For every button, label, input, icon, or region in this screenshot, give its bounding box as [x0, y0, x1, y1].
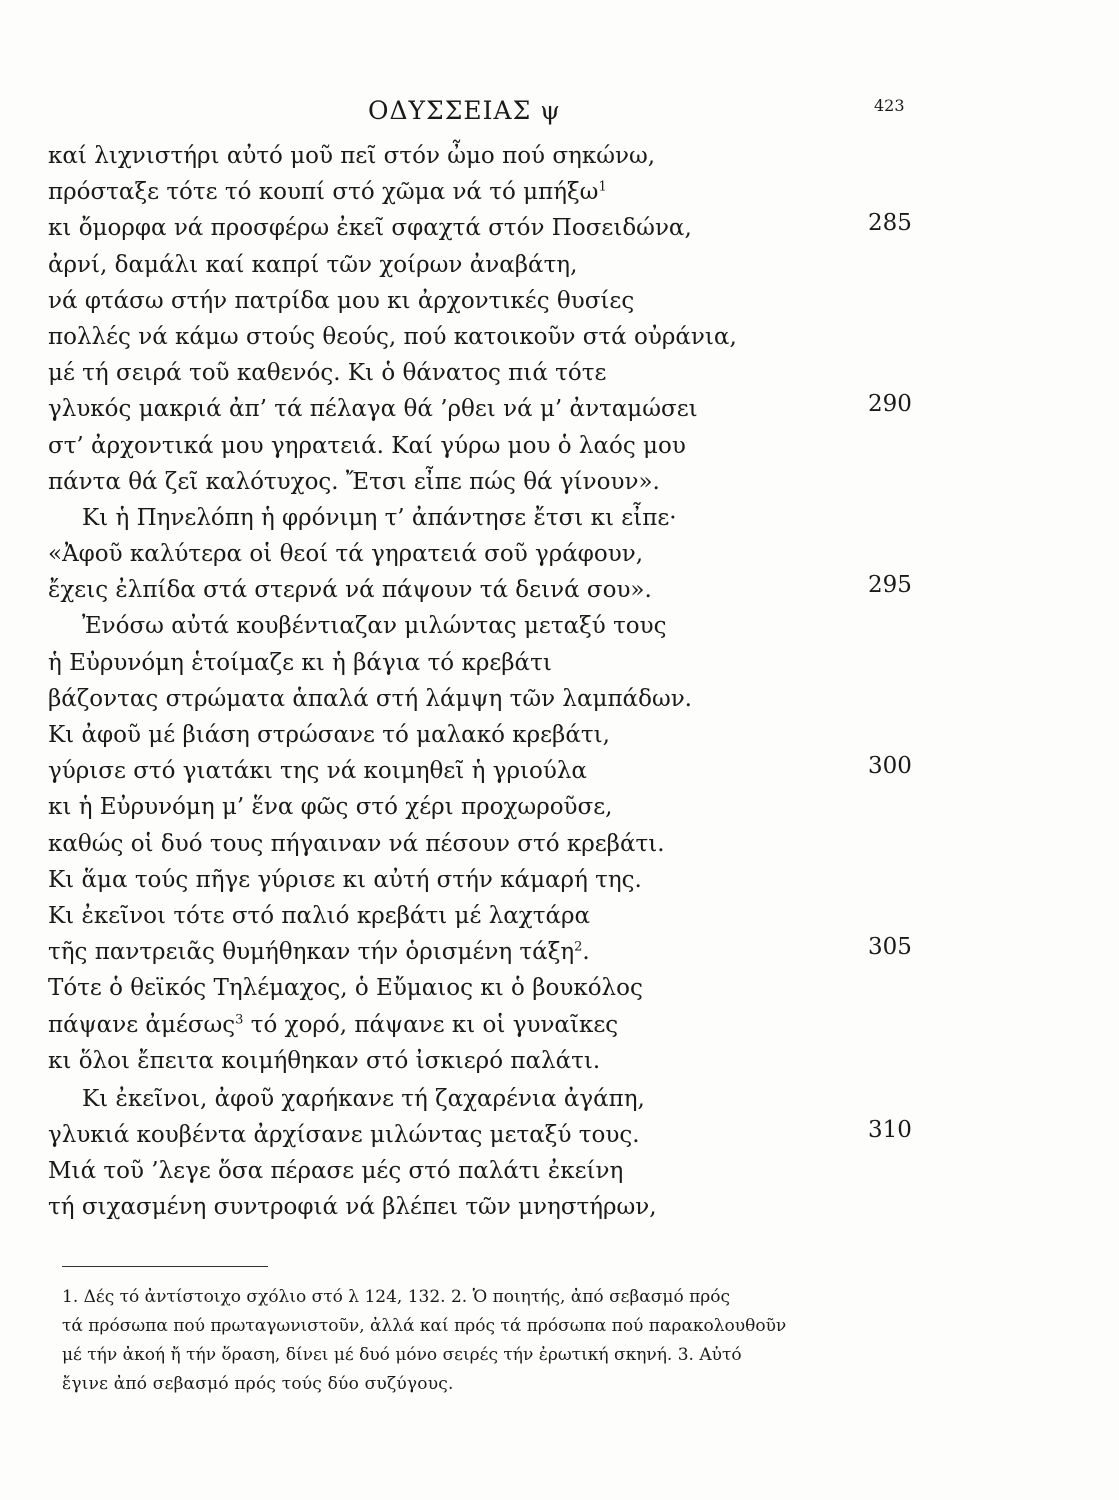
verse-text: Ἐνόσω αὐτά κουβέντιαζαν μιλώντας μεταξύ τους — [82, 613, 667, 640]
verse-line — [48, 174, 928, 210]
verse-line — [48, 862, 928, 898]
verse-line — [48, 355, 928, 391]
running-head — [0, 96, 1119, 130]
verse-text: βάζοντας στρώματα ἁπαλά στή λάμψη τῶν λαμπάδων. — [48, 685, 692, 712]
verse-text: στ’ ἀρχοντικά μου γηρατειά. Καί γύρω μου ὁ λαός μου — [48, 432, 686, 459]
verse-line — [48, 970, 928, 1006]
verse-line — [48, 645, 928, 681]
verse-line — [48, 753, 928, 789]
verse-text: καθώς οἱ δυό τους πήγαιναν νά πέσουν στό κρεβάτι. — [48, 830, 665, 857]
verse-text: ἔχεις ἐλπίδα στά στερνά νά πάψουν τά δεινά σου». — [48, 577, 652, 604]
verse-text: Μιά τοῦ ’λεγε ὅσα πέρασε μές στό παλάτι ἐκείνη — [48, 1158, 624, 1185]
verse-line — [48, 536, 928, 572]
verse-line — [48, 319, 928, 355]
verse-text: κι ἡ Εὐρυνόμη μ’ ἕνα φῶς στό χέρι προχωροῦσε, — [48, 794, 613, 821]
verse-line — [48, 428, 928, 464]
footnote-marker: 3 — [235, 1011, 244, 1027]
footnote-rule — [62, 1266, 268, 1267]
verse-text: πολλές νά κάμω στούς θεούς, πού κατοικοῦν στά οὐράνια, — [48, 323, 737, 350]
verse-line — [48, 826, 928, 862]
line-number: 310 — [868, 1117, 912, 1144]
verse-line — [48, 1153, 928, 1189]
verse-text: καί λιχνιστήρι αὐτό μοῦ πεῖ στόν ὦμο πού σηκώνω, — [48, 143, 656, 169]
verse-text: κι ὅλοι ἔπειτα κοιμήθηκαν στό ἰσκιερό παλάτι. — [48, 1047, 601, 1074]
verse-text: τῆς παντρειᾶς θυμήθηκαν τήν ὁρισμένη τάξη$^2$. — [48, 939, 590, 966]
verse-line — [48, 1189, 928, 1225]
verse-text: γλυκιά κουβέντα ἀρχίσανε μιλώντας μεταξύ τους. — [48, 1122, 640, 1149]
verse-text: ἀρνί, δαμάλι καί καπρί τῶν χοίρων ἀναβάτη, — [48, 251, 578, 278]
footnote-marker: 2 — [574, 939, 583, 955]
verse-line — [48, 138, 928, 174]
verse-line — [48, 572, 928, 608]
verse-text: μέ τή σειρά τοῦ καθενός. Κι ὁ θάνατος πιά τότε — [48, 360, 607, 387]
verse-line — [48, 1081, 928, 1117]
verse-line — [48, 283, 928, 319]
footnotes — [62, 1283, 924, 1399]
line-number: 295 — [868, 572, 912, 599]
line-number: 300 — [868, 753, 912, 780]
verse-text: πρόσταξε τότε τό κουπί στό χῶμα νά τό μπήξω$^1$ — [48, 179, 607, 206]
footnote-marker: 1 — [598, 179, 607, 195]
footnote-line: 1. Δές τό ἀντίστοιχο σχόλιο στό λ 124, 132. 2. Ὁ ποιητής, ἀπό σεβασμό πρός — [62, 1287, 731, 1307]
verse-line — [48, 391, 928, 427]
verse-line — [48, 464, 928, 500]
verse-text: Κι ἐκεῖνοι, ἀφοῦ χαρήκανε τή ζαχαρένια ἀγάπη, — [82, 1085, 645, 1112]
verse-line — [48, 934, 928, 970]
verse-text: «Ἀφοῦ καλύτερα οἱ θεοί τά γηρατειά σοῦ γράφουν, — [48, 541, 644, 568]
verse-text: Κι ἅμα τούς πῆγε γύρισε κι αὐτή στήν κάμαρή της. — [48, 866, 642, 893]
verse-text: γύρισε στό γιατάκι της νά κοιμηθεῖ ἡ γριούλα — [48, 758, 587, 785]
verse-block — [48, 138, 928, 1226]
verse-line — [48, 500, 928, 536]
verse-line — [48, 608, 928, 644]
verse-text: νά φτάσω στήν πατρίδα μου κι ἀρχοντικές θυσίες — [48, 287, 635, 314]
verse-text: κι ὄμορφα νά προσφέρω ἐκεῖ σφαχτά στόν Ποσειδώνα, — [48, 215, 692, 242]
verse-line — [48, 789, 928, 825]
verse-line — [48, 681, 928, 717]
verse-text: Κι ἀφοῦ μέ βιάση στρώσανε τό μαλακό κρεβάτι, — [48, 722, 610, 748]
verse-text: τή σιχασμένη συντροφιά νά βλέπει τῶν μνηστήρων, — [48, 1194, 657, 1221]
footnote-line: μέ τήν ἀκοή ἤ τήν ὅραση, δίνει μέ δυό μόνο σειρές τήν ἐρωτική σκηνή. 3. Αὐτό — [62, 1345, 742, 1365]
verse-line — [48, 717, 928, 753]
verse-text: ἡ Εὐρυνόμη ἑτοίμαζε κι ἡ βάγια τό κρεβάτι — [48, 649, 552, 676]
verse-line — [48, 1007, 928, 1043]
verse-text: πάψανε ἀμέσως$^3$ τό χορό, πάψανε κι οἱ γυναῖκες — [48, 1011, 619, 1038]
page-title: ΟΔΥΣΣΕΙΑΣ ψ — [368, 96, 561, 125]
verse-line — [48, 1117, 928, 1153]
verse-line — [48, 247, 928, 283]
footnote-line: ἔγινε ἀπό σεβασμό πρός τούς δύο συζύγους. — [62, 1374, 454, 1394]
verse-text: πάντα θά ζεῖ καλότυχος. Ἔτσι εἶπε πώς θά γίνουν». — [48, 468, 660, 495]
page-number: 423 — [874, 96, 905, 115]
line-number: 305 — [868, 934, 912, 961]
line-number: 290 — [868, 391, 912, 418]
verse-text: γλυκός μακριά ἀπ’ τά πέλαγα θά ’ρθει νά μ’ ἀνταμώσει — [48, 396, 698, 423]
verse-text: Τότε ὁ θεϊκός Τηλέμαχος, ὁ Εὔμαιος κι ὁ βουκόλος — [48, 975, 643, 1002]
verse-text: Κι ἡ Πηνελόπη ἡ φρόνιμη τ’ ἀπάντησε ἔτσι κι εἶπε· — [82, 504, 677, 531]
line-number: 285 — [868, 210, 912, 237]
verse-line — [48, 898, 928, 934]
verse-text: Κι ἐκεῖνοι τότε στό παλιό κρεβάτι μέ λαχτάρα — [48, 902, 591, 929]
verse-line — [48, 210, 928, 246]
verse-line — [48, 1043, 928, 1079]
footnote-line: τά πρόσωπα πού πρωταγωνιστοῦν, ἀλλά καί πρός τά πρόσωπα πού παρακολουθοῦν — [62, 1316, 787, 1336]
